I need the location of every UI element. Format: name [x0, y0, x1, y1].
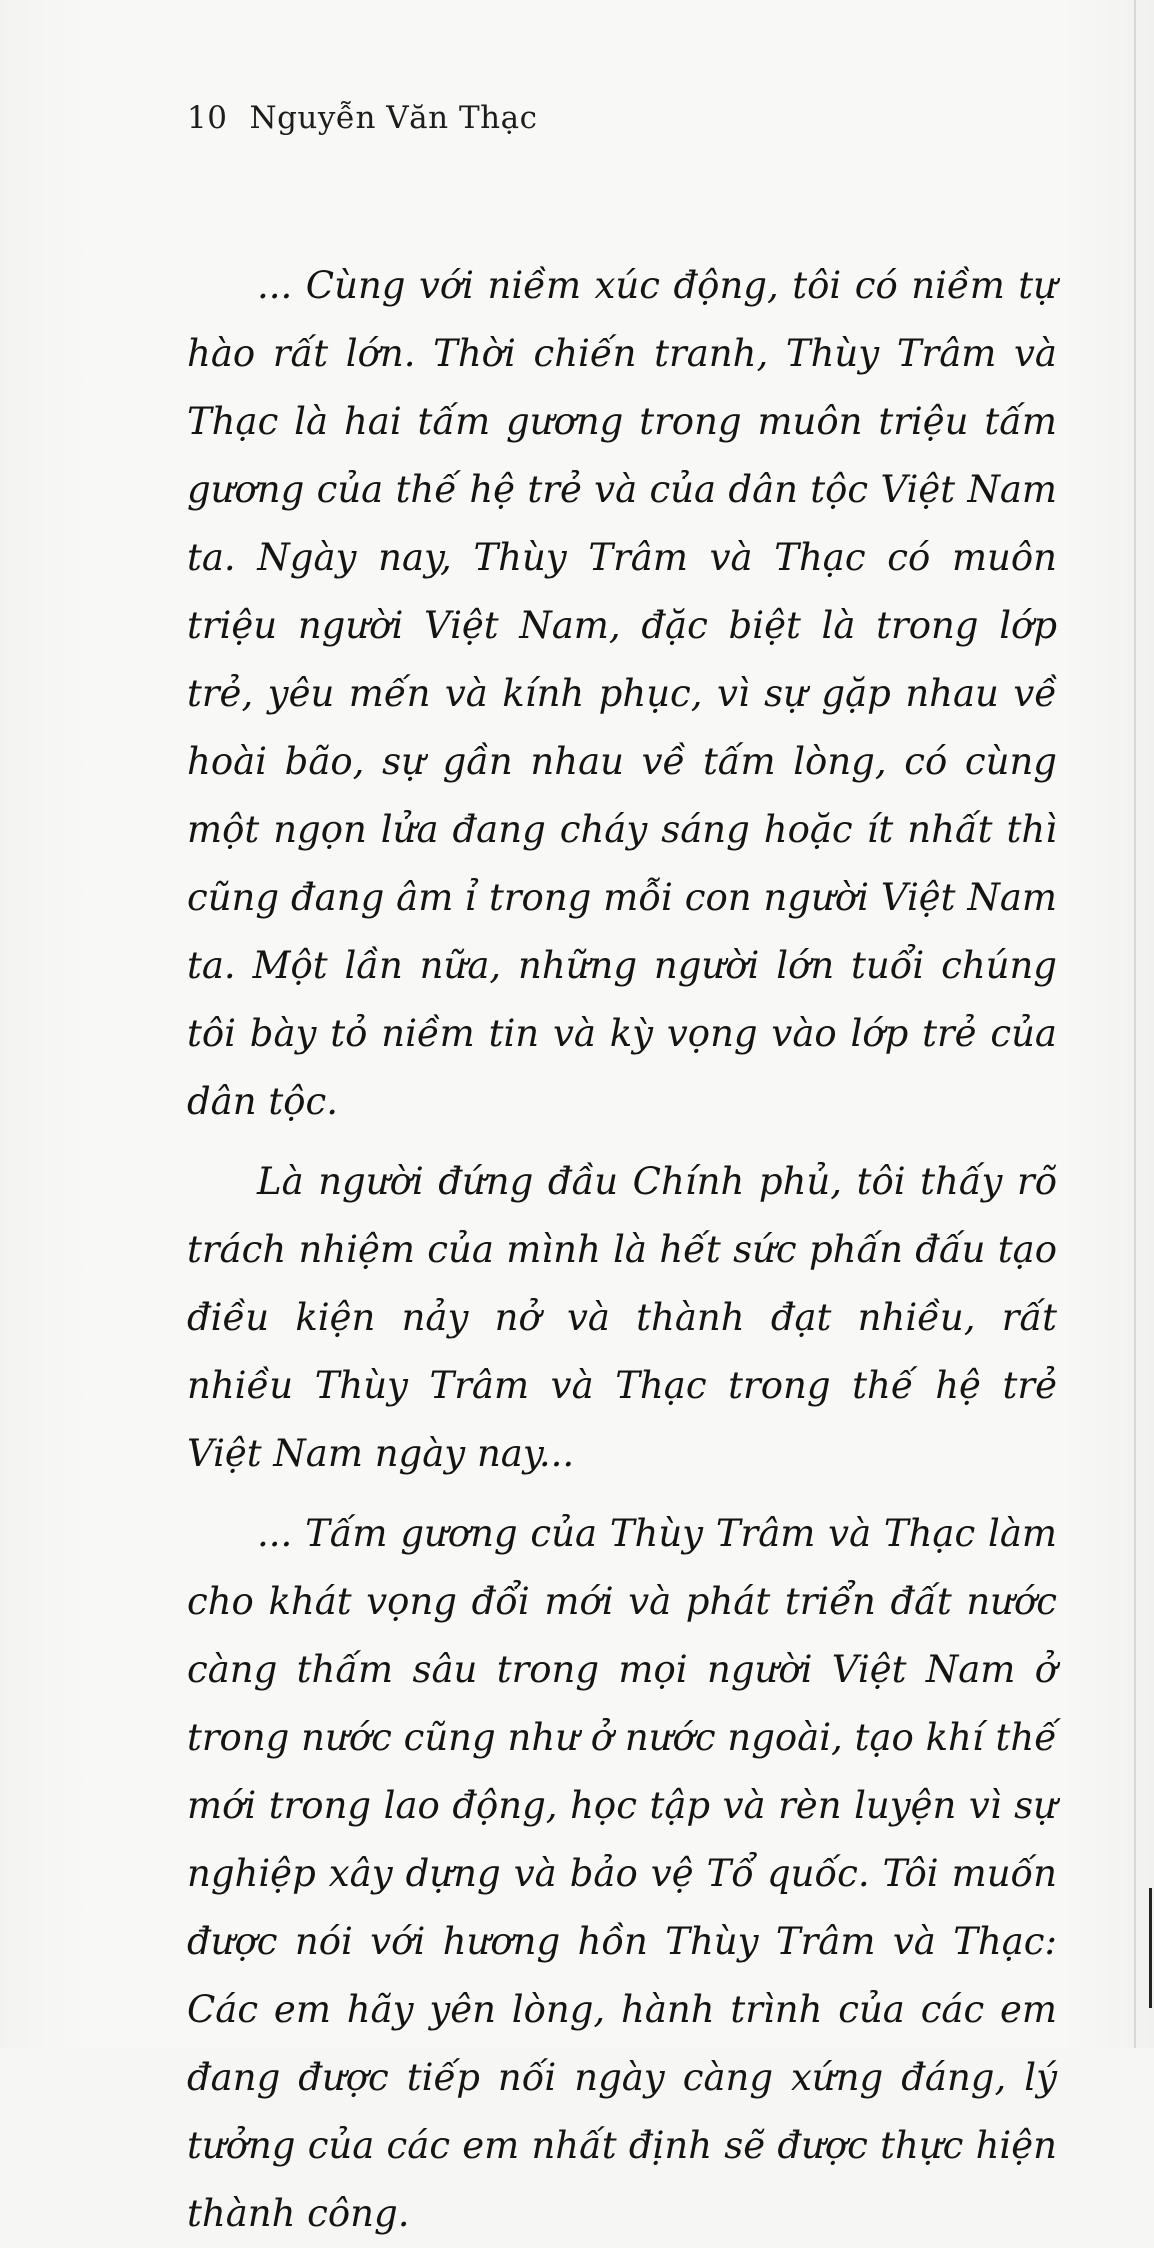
page-edge [1134, 0, 1136, 2048]
running-header [187, 100, 537, 136]
paragraph-1: ... Cùng với niềm xúc động, tôi có niềm tự hào rất lớn. Thời chiến tranh, Thùy Trâm và Thạc là hai tấm gương trong muôn triệu tấm gương của thế hệ trẻ và của dân tộc Việt Nam ta. Ngày nay, Thùy Trâm và Thạc có muôn triệu người Việt Nam, đặc biệt là trong lớp trẻ, yêu mến và kính phục, vì sự gặp nhau về hoài bão, sự gần nhau về tấm lòng, có cùng một ngọn lửa đang cháy sáng hoặc ít nhất thì cũng đang âm ỉ trong mỗi con người Việt Nam ta. Một lần nữa, những người lớn tuổi chúng tôi bày tỏ niềm tin và kỳ vọng vào lớp trẻ của dân tộc. [187, 264, 1057, 1123]
running-title: Nguyễn Văn Thạc [249, 100, 538, 136]
body-text [187, 252, 1057, 2248]
page-number: 10 [187, 100, 228, 136]
paragraph-2: Là người đứng đầu Chính phủ, tôi thấy rõ trách nhiệm của mình là hết sức phấn đấu tạo điều kiện nảy nở và thành đạt nhiều, rất nhiều Thùy Trâm và Thạc trong thế hệ trẻ Việt Nam ngày nay... [187, 1160, 1057, 1475]
page-shadow-edge [1149, 1888, 1152, 2008]
paragraph-3: ... Tấm gương của Thùy Trâm và Thạc làm cho khát vọng đổi mới và phát triển đất nước càng thấm sâu trong mọi người Việt Nam ở trong nước cũng như ở nước ngoài, tạo khí thế mới trong lao động, học tập và rèn luyện vì sự nghiệp xây dựng và bảo vệ Tổ quốc. Tôi muốn được nói với hương hồn Thùy Trâm và Thạc: Các em hãy yên lòng, hành trình của các em đang được tiếp nối ngày càng xứng đáng, lý tưởng của các em nhất định sẽ được thực hiện thành công. [187, 1512, 1057, 2235]
